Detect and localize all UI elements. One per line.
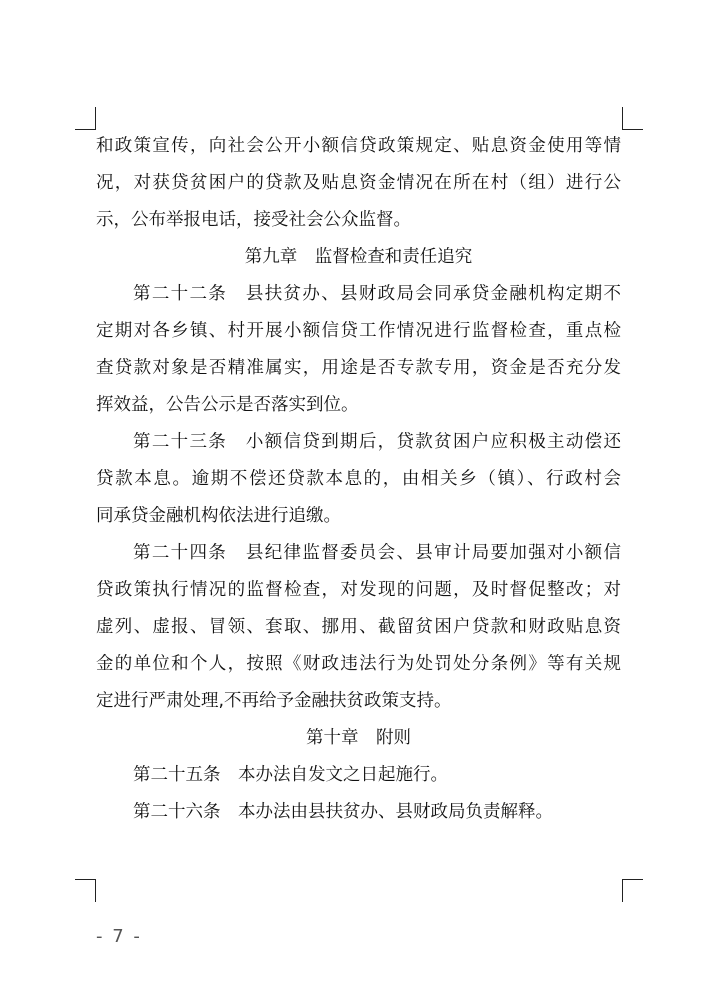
article-22-line: 第二十二条 县扶贫办、县财政局会同承贷金融机构定期不 xyxy=(133,284,621,304)
crop-mark-top-left xyxy=(75,107,96,130)
article-24-line: 第二十四条 县纪律监督委员会、县审计局要加强对小额信 xyxy=(133,543,621,563)
crop-mark-bottom-right xyxy=(622,879,643,902)
article-25-line: 第二十五条 本办法自发文之日起施行。 xyxy=(133,765,448,785)
text-line: 金的单位和个人，按照《财政违法行为处罚处分条例》等有关规 xyxy=(96,654,621,674)
text-line: 同承贷金融机构依法进行追缴。 xyxy=(96,506,341,526)
text-line: 况，对获贷贫困户的贷款及贴息资金情况在所在村（组）进行公 xyxy=(96,173,621,193)
text-line: 查贷款对象是否精准属实，用途是否专款专用，资金是否充分发 xyxy=(96,358,621,378)
text-line: 定进行严肃处理,不再给予金融扶贫政策支持。 xyxy=(96,691,452,711)
chapter-heading: 第九章 监督检查和责任追究 xyxy=(244,247,473,267)
text-line: 和政策宣传，向社会公开小额信贷政策规定、贴息资金使用等情 xyxy=(96,136,621,156)
text-line: 贷政策执行情况的监督检查，对发现的问题，及时督促整改；对 xyxy=(96,580,621,600)
page-number: - 7 - xyxy=(96,926,142,947)
text-line: 定期对各乡镇、村开展小额信贷工作情况进行监督检查，重点检 xyxy=(96,321,621,341)
crop-mark-bottom-left xyxy=(75,879,96,902)
article-23-line: 第二十三条 小额信贷到期后，贷款贫困户应积极主动偿还 xyxy=(133,432,621,452)
text-line: 贷款本息。逾期不偿还贷款本息的，由相关乡（镇）、行政村会 xyxy=(96,469,621,489)
text-line: 示，公布举报电话，接受社会公众监督。 xyxy=(96,210,411,230)
text-line: 虚列、虚报、冒领、套取、挪用、截留贫困户贷款和财政贴息资 xyxy=(96,617,621,637)
chapter-heading: 第十章 附则 xyxy=(306,728,411,748)
text-line: 挥效益，公告公示是否落实到位。 xyxy=(96,395,359,415)
crop-mark-top-right xyxy=(622,107,643,130)
article-26-line: 第二十六条 本办法由县扶贫办、县财政局负责解释。 xyxy=(133,802,553,822)
